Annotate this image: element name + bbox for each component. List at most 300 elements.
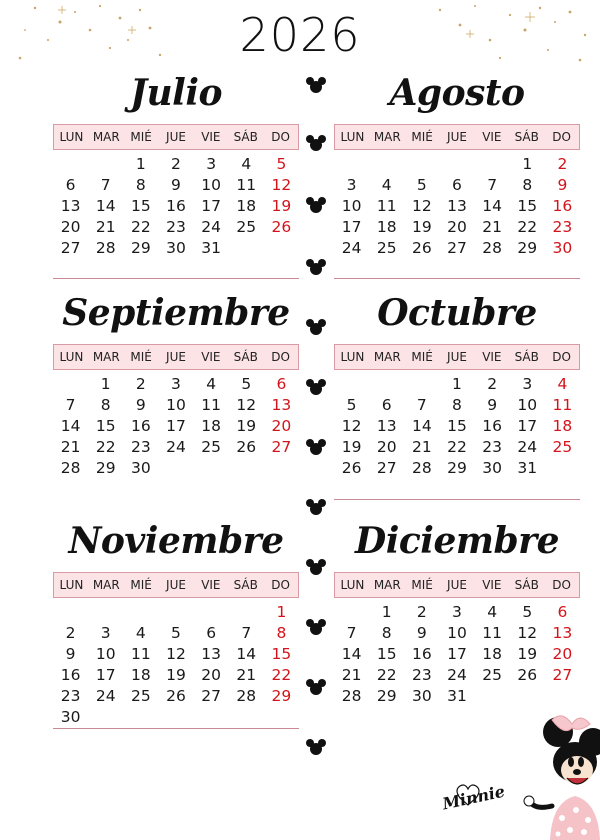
weekday-label: SÁB [233, 578, 258, 592]
weekday-label: LUN [59, 350, 84, 364]
day-cell: 14 [341, 645, 362, 663]
weekday-header [334, 572, 580, 598]
day-cell: 18 [130, 666, 151, 684]
day-cell: 6 [381, 396, 392, 414]
day-cell: 11 [201, 396, 221, 414]
day-cell: 22 [517, 218, 538, 236]
day-cell: 9 [416, 624, 427, 642]
day-cell [510, 686, 545, 707]
day-cell: 4 [206, 375, 217, 393]
day-cell-sunday: 11 [552, 396, 573, 414]
mickey-head-icon [306, 378, 326, 396]
day-cell-sunday [545, 686, 580, 707]
week-row [53, 458, 299, 479]
day-cell-sunday [264, 238, 299, 259]
day-cell: 27 [60, 239, 81, 257]
day-cell: 2 [135, 375, 146, 393]
day-cell [229, 238, 264, 259]
day-cell: 4 [381, 176, 392, 194]
day-cell: 19 [341, 438, 362, 456]
day-cell: 24 [517, 438, 538, 456]
day-cell: 26 [411, 239, 432, 257]
mickey-head-column [306, 0, 326, 840]
day-cell-sunday: 30 [552, 239, 573, 257]
day-grid [53, 154, 299, 259]
mickey-head-icon [306, 134, 326, 152]
day-cell: 6 [65, 176, 76, 194]
weekday-label: MAR [373, 350, 401, 364]
week-row [334, 154, 580, 175]
week-row [334, 217, 580, 238]
week-row [53, 644, 299, 665]
weekday-label: VIE [201, 578, 221, 592]
day-cell: 3 [171, 375, 181, 393]
day-cell-sunday: 13 [552, 624, 573, 642]
week-row [334, 437, 580, 458]
day-grid [53, 374, 299, 479]
day-cell: 19 [517, 645, 538, 663]
day-cell-sunday: 6 [276, 375, 287, 393]
day-cell: 16 [130, 417, 151, 435]
weekday-header [334, 344, 580, 370]
day-cell: 23 [166, 218, 186, 236]
weekday-label: JUE [166, 130, 186, 144]
month-title: Octubre [377, 292, 537, 334]
day-cell: 13 [60, 197, 81, 215]
day-cell: 1 [452, 375, 462, 393]
weekday-label: JUE [447, 578, 467, 592]
day-cell: 28 [411, 459, 432, 477]
day-grid [334, 602, 580, 707]
day-cell [194, 602, 229, 623]
day-cell: 13 [376, 417, 397, 435]
weekday-label: SÁB [233, 350, 258, 364]
day-cell: 19 [236, 417, 257, 435]
day-cell: 16 [482, 417, 502, 435]
weekday-label: JUE [166, 578, 186, 592]
day-cell [334, 154, 369, 175]
day-cell: 12 [411, 197, 432, 215]
day-cell-sunday: 26 [271, 218, 292, 236]
day-cell: 20 [201, 666, 221, 684]
day-cell: 4 [135, 624, 146, 642]
mickey-head-icon [306, 618, 326, 636]
day-cell: 27 [201, 687, 221, 705]
day-cell: 16 [411, 645, 432, 663]
day-cell: 25 [130, 687, 151, 705]
day-cell [88, 707, 123, 728]
week-row [53, 374, 299, 395]
day-cell: 15 [376, 645, 397, 663]
week-row [53, 175, 299, 196]
day-cell [369, 154, 404, 175]
day-cell-sunday: 27 [552, 666, 573, 684]
day-cell: 18 [201, 417, 221, 435]
day-cell: 18 [236, 197, 257, 215]
day-cell: 10 [517, 396, 538, 414]
day-cell: 7 [416, 396, 427, 414]
day-cell: 15 [517, 197, 538, 215]
week-row [53, 416, 299, 437]
day-cell [53, 602, 88, 623]
day-cell [123, 602, 158, 623]
weekday-label: JUE [447, 130, 467, 144]
day-cell-sunday: 12 [271, 176, 292, 194]
day-cell [53, 374, 88, 395]
week-row [334, 374, 580, 395]
minnie-mouse-illustration [440, 710, 600, 840]
day-cell: 26 [236, 438, 257, 456]
weekday-header [53, 344, 299, 370]
day-cell: 28 [95, 239, 116, 257]
day-cell: 19 [411, 218, 432, 236]
day-cell: 20 [447, 218, 467, 236]
day-cell: 27 [447, 239, 467, 257]
day-cell: 1 [100, 375, 111, 393]
day-cell [229, 707, 264, 728]
mickey-head-icon [306, 738, 326, 756]
weekday-label: LUN [59, 130, 84, 144]
day-cell-sunday: 27 [271, 438, 292, 456]
day-cell: 25 [376, 239, 397, 257]
day-cell: 28 [482, 239, 502, 257]
day-cell-sunday: 8 [276, 624, 287, 642]
day-cell: 11 [482, 624, 502, 642]
month-title: Noviembre [68, 520, 284, 562]
day-cell: 12 [166, 645, 186, 663]
day-cell: 4 [487, 603, 498, 621]
day-cell [475, 154, 510, 175]
day-cell [158, 458, 193, 479]
day-cell: 11 [236, 176, 257, 194]
week-row [53, 217, 299, 238]
day-cell [88, 602, 123, 623]
day-cell: 22 [447, 438, 467, 456]
day-cell: 3 [346, 176, 357, 194]
day-cell [334, 602, 369, 623]
year-title: 2026 [239, 8, 361, 62]
week-row [53, 154, 299, 175]
day-cell: 1 [135, 155, 146, 173]
day-cell: 29 [130, 239, 151, 257]
day-cell: 24 [447, 666, 467, 684]
day-cell-sunday: 23 [552, 218, 573, 236]
day-cell: 14 [482, 197, 502, 215]
day-cell: 9 [171, 176, 181, 194]
week-row [334, 602, 580, 623]
day-cell: 11 [130, 645, 151, 663]
day-cell-sunday: 19 [271, 197, 292, 215]
weekday-label: JUE [447, 350, 467, 364]
day-cell: 17 [517, 417, 538, 435]
day-cell [334, 374, 369, 395]
day-cell: 25 [236, 218, 257, 236]
weekday-header [53, 572, 299, 598]
day-cell: 29 [517, 239, 538, 257]
day-cell: 3 [452, 603, 462, 621]
day-cell-sunday: 13 [271, 396, 292, 414]
day-cell: 30 [166, 239, 186, 257]
weekday-label: VIE [201, 350, 221, 364]
day-cell-sunday: 25 [552, 438, 573, 456]
day-cell [158, 707, 193, 728]
day-cell: 29 [95, 459, 116, 477]
day-cell: 2 [487, 375, 498, 393]
weekday-label: LUN [340, 130, 365, 144]
day-cell: 29 [376, 687, 397, 705]
weekday-label: DO [552, 578, 571, 592]
mickey-head-icon [306, 498, 326, 516]
day-cell: 8 [522, 176, 533, 194]
week-row [334, 623, 580, 644]
day-cell: 7 [487, 176, 498, 194]
week-row [334, 458, 580, 479]
day-cell: 6 [452, 176, 462, 194]
day-cell: 22 [376, 666, 397, 684]
day-cell-sunday: 5 [276, 155, 287, 173]
month-divider [53, 278, 299, 279]
day-cell: 5 [522, 603, 533, 621]
day-cell-sunday: 22 [271, 666, 292, 684]
day-cell: 24 [166, 438, 186, 456]
day-cell: 24 [201, 218, 221, 236]
day-cell: 26 [166, 687, 186, 705]
day-cell: 19 [166, 666, 186, 684]
weekday-label: LUN [340, 350, 365, 364]
day-cell: 10 [201, 176, 221, 194]
day-cell: 10 [447, 624, 467, 642]
week-row [53, 437, 299, 458]
day-cell: 10 [341, 197, 362, 215]
mickey-head-icon [306, 196, 326, 214]
weekday-label: DO [271, 130, 290, 144]
day-cell: 30 [60, 708, 81, 726]
day-cell: 5 [241, 375, 252, 393]
day-cell-sunday: 20 [271, 417, 292, 435]
day-cell: 2 [171, 155, 181, 173]
day-cell: 8 [452, 396, 462, 414]
day-cell [404, 154, 439, 175]
day-cell-sunday: 16 [552, 197, 573, 215]
weekday-label: DO [271, 350, 290, 364]
weekday-label: LUN [59, 578, 84, 592]
day-cell: 8 [100, 396, 111, 414]
week-row [334, 395, 580, 416]
day-cell [475, 686, 510, 707]
day-cell: 6 [206, 624, 217, 642]
day-cell: 7 [100, 176, 111, 194]
day-cell: 16 [166, 197, 186, 215]
day-cell: 4 [241, 155, 252, 173]
weekday-label: VIE [482, 350, 502, 364]
weekday-label: DO [271, 578, 290, 592]
day-cell: 23 [130, 438, 151, 456]
day-grid [334, 374, 580, 479]
week-row [334, 175, 580, 196]
day-cell: 30 [411, 687, 432, 705]
day-cell-sunday: 15 [271, 645, 292, 663]
day-cell: 31 [201, 239, 221, 257]
day-cell: 20 [376, 438, 397, 456]
day-cell: 17 [201, 197, 221, 215]
day-cell: 21 [411, 438, 432, 456]
week-row [53, 623, 299, 644]
day-cell: 15 [130, 197, 151, 215]
weekday-label: MIÉ [130, 350, 152, 364]
day-cell: 5 [346, 396, 357, 414]
weekday-label: MAR [373, 130, 401, 144]
day-cell: 15 [447, 417, 467, 435]
day-cell: 13 [201, 645, 221, 663]
week-row [53, 238, 299, 259]
weekday-label: SÁB [514, 350, 539, 364]
day-cell [123, 707, 158, 728]
weekday-label: MAR [92, 350, 120, 364]
mickey-head-icon [306, 558, 326, 576]
day-cell [88, 154, 123, 175]
day-cell: 24 [95, 687, 116, 705]
day-cell: 28 [60, 459, 81, 477]
week-row [53, 196, 299, 217]
day-cell: 7 [65, 396, 76, 414]
weekday-header [53, 124, 299, 150]
day-cell: 12 [517, 624, 538, 642]
day-cell: 31 [447, 687, 467, 705]
day-cell [369, 374, 404, 395]
weekday-label: SÁB [233, 130, 258, 144]
day-cell [439, 154, 474, 175]
day-cell-sunday: 29 [271, 687, 292, 705]
weekday-label: MAR [92, 130, 120, 144]
weekday-label: SÁB [514, 130, 539, 144]
day-cell-sunday: 6 [557, 603, 568, 621]
day-cell: 21 [60, 438, 81, 456]
day-cell: 14 [60, 417, 81, 435]
weekday-label: DO [552, 350, 571, 364]
day-cell: 21 [95, 218, 116, 236]
weekday-label: LUN [340, 578, 365, 592]
day-cell: 1 [522, 155, 533, 173]
day-cell-sunday: 1 [276, 603, 287, 621]
weekday-label: MIÉ [411, 350, 433, 364]
day-cell: 17 [447, 645, 467, 663]
weekday-label: VIE [482, 130, 502, 144]
week-row [334, 238, 580, 259]
day-cell: 15 [95, 417, 116, 435]
day-cell: 25 [482, 666, 502, 684]
day-cell: 16 [60, 666, 81, 684]
weekday-label: MAR [92, 578, 120, 592]
month-divider [334, 499, 580, 500]
day-cell: 23 [60, 687, 81, 705]
month-title: Septiembre [62, 292, 290, 334]
day-grid [334, 154, 580, 259]
week-row [53, 602, 299, 623]
day-cell [194, 707, 229, 728]
month-title: Diciembre [354, 520, 560, 562]
day-cell: 10 [166, 396, 186, 414]
day-cell: 20 [60, 218, 81, 236]
day-cell: 17 [95, 666, 116, 684]
weekday-label: JUE [166, 350, 186, 364]
week-row [334, 686, 580, 707]
day-cell: 22 [95, 438, 116, 456]
day-cell: 5 [416, 176, 427, 194]
day-cell-sunday: 20 [552, 645, 573, 663]
day-cell: 12 [341, 417, 362, 435]
minnie-signature: Minnie [440, 781, 507, 814]
day-cell: 21 [482, 218, 502, 236]
day-cell: 13 [447, 197, 467, 215]
day-cell: 5 [171, 624, 181, 642]
day-cell: 3 [206, 155, 217, 173]
day-cell-sunday: 4 [557, 375, 568, 393]
month-divider [334, 278, 580, 279]
day-cell: 3 [522, 375, 533, 393]
weekday-label: VIE [201, 130, 221, 144]
day-cell [229, 458, 264, 479]
day-cell: 1 [381, 603, 392, 621]
mickey-head-icon [306, 258, 326, 276]
weekday-label: MIÉ [130, 130, 152, 144]
day-cell [53, 154, 88, 175]
day-cell: 14 [95, 197, 116, 215]
weekday-label: MIÉ [411, 130, 433, 144]
day-cell: 7 [241, 624, 252, 642]
day-cell: 18 [482, 645, 502, 663]
day-cell: 28 [341, 687, 362, 705]
month-divider [53, 728, 299, 729]
day-cell: 17 [341, 218, 362, 236]
day-cell: 9 [487, 396, 498, 414]
mickey-head-icon [306, 76, 326, 94]
week-row [53, 395, 299, 416]
day-grid [53, 602, 299, 728]
day-cell: 2 [416, 603, 427, 621]
day-cell: 30 [482, 459, 502, 477]
day-cell: 10 [95, 645, 116, 663]
day-cell: 17 [166, 417, 186, 435]
day-cell-sunday [545, 458, 580, 479]
day-cell: 3 [100, 624, 111, 642]
day-cell: 7 [346, 624, 357, 642]
week-row [334, 665, 580, 686]
weekday-label: MIÉ [411, 578, 433, 592]
day-cell: 31 [517, 459, 538, 477]
day-cell-sunday [264, 458, 299, 479]
day-cell: 29 [447, 459, 467, 477]
day-cell: 14 [236, 645, 257, 663]
day-cell: 23 [411, 666, 432, 684]
day-cell: 21 [341, 666, 362, 684]
day-cell-sunday: 2 [557, 155, 568, 173]
week-row [334, 416, 580, 437]
day-cell: 9 [65, 645, 76, 663]
day-cell: 25 [201, 438, 221, 456]
week-row [53, 707, 299, 728]
day-cell: 28 [236, 687, 257, 705]
day-cell: 21 [236, 666, 257, 684]
weekday-label: MIÉ [130, 578, 152, 592]
day-cell [158, 602, 193, 623]
day-cell: 27 [376, 459, 397, 477]
day-cell: 12 [236, 396, 257, 414]
day-cell: 26 [341, 459, 362, 477]
week-row [53, 665, 299, 686]
day-cell: 9 [135, 396, 146, 414]
day-cell: 22 [130, 218, 151, 236]
day-cell: 24 [341, 239, 362, 257]
